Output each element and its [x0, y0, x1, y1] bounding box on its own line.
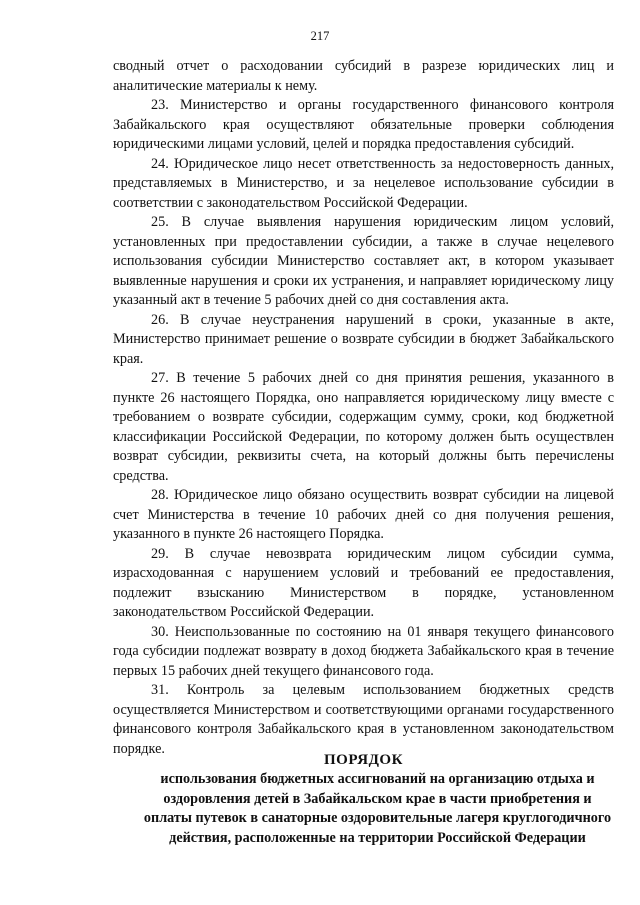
paragraph-30: 30. Неиспользованные по состоянию на 01 января текущего финансового года субсидии подлежат возврату в доход бюджета Забайкальского края в течение первых 15 рабочих дней текущего финансового года.	[113, 623, 614, 679]
section-title: ПОРЯДОК	[324, 752, 403, 768]
paragraph-26: 26. В случае неустранения нарушений в сроки, указанные в акте, Министерство принимает решение о возврате субсидии в бюджет Забайкальского края.	[113, 311, 614, 367]
paragraph-24: 24. Юридическое лицо несет ответственность за недостоверность данных, представляемых в Министерство, и за нецелевое использование субсидии в соответствии с законодательством Российской Федерации.	[113, 155, 614, 211]
section-subtitle: использования бюджетных ассигнований на организацию отдыха и оздоровления детей в Забайкальском крае в части приобретения и оплаты путевок в санаторные оздоровительные лагеря круглогодичного действия, расположенные на территории Российской Федерации	[143, 771, 612, 846]
body-text	[113, 57, 614, 759]
paragraph-31: 31. Контроль за целевым использованием бюджетных средств осуществляется Министерством и соответствующими органами государственного финансового контроля Забайкальского края в установленном законодательством порядке.	[113, 682, 614, 757]
section-heading	[113, 750, 614, 848]
paragraph-25: 25. В случае выявления нарушения юридическим лицом условий, установленных при предоставлении субсидии, а также в случае нецелевого использования субсидии Министерство составляет акт, в котором указывает выявленные нарушения и сроки их устранения, и направляет юридическому лицу указанный акт в течение 5 рабочих дней со дня составления акта.	[113, 214, 614, 308]
page-number: 217	[310, 29, 330, 43]
paragraph-27: 27. В течение 5 рабочих дней со дня принятия решения, указанного в пункте 26 настоящего Порядка, оно направляется юридическому лицу вместе с требованием о возврате субсидии, содержащим сумму, сроки, код бюджетной классификации Российской Федерации, по которому должен быть осуществлен возврат субсидии, реквизиты счета, на который должны быть перечислены средства.	[113, 370, 614, 484]
paragraph-29: 29. В случае невозврата юридическим лицом субсидии сумма, израсходованная с нарушением условий и требований ее предоставления, подлежит взысканию Министерством в порядке, установленном законодательством Российской Федерации.	[113, 545, 614, 620]
paragraph-28: 28. Юридическое лицо обязано осуществить возврат субсидии на лицевой счет Министерства в течение 10 рабочих дней со дня получения решения, указанного в пункте 26 настоящего Порядка.	[113, 487, 614, 542]
paragraph-continuation: сводный отчет о расходовании субсидий в разрезе юридических лиц и аналитические материалы к нему.	[113, 58, 614, 94]
paragraph-23: 23. Министерство и органы государственного финансового контроля Забайкальского края осуществляют обязательные проверки соблюдения юридическими лицами условий, целей и порядка предоставления субсидий.	[113, 97, 614, 152]
